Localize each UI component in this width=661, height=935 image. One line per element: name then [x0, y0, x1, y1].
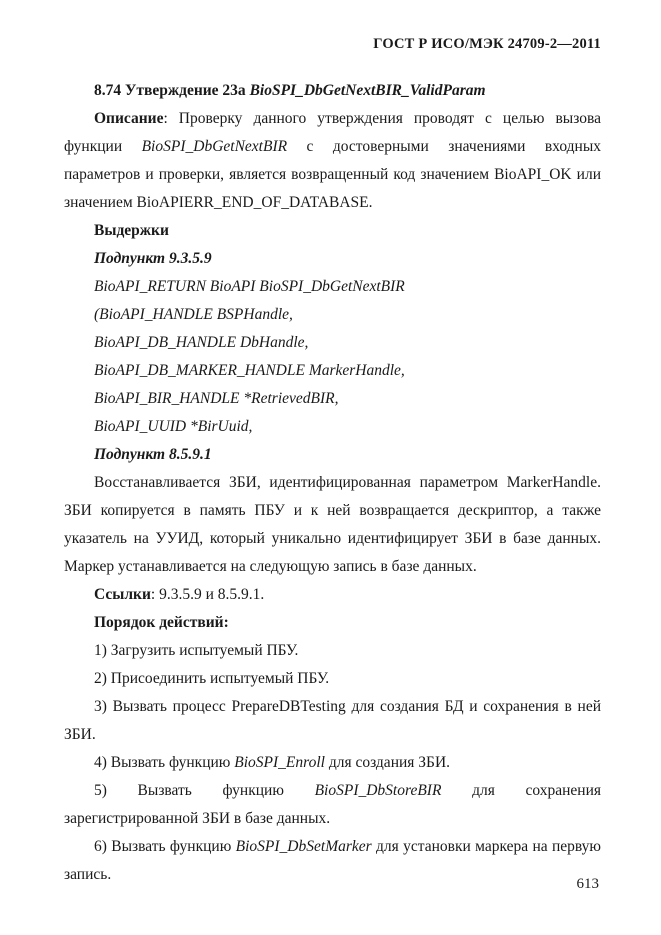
text-run: BioAPI_UUID *BirUuid, [94, 418, 253, 435]
text-run: 2) Присоединить испытуемый ПБУ. [94, 670, 330, 687]
page-number: 613 [576, 876, 599, 892]
text-run: Подпункт 9.3.5.9 [94, 250, 212, 267]
paragraph [64, 637, 601, 665]
text-run: BioSPI_DbGetNextBIR_ValidParam [249, 82, 486, 99]
text-run: 8.74 Утверждение 23а [94, 82, 250, 99]
text-run: Порядок действий: [94, 614, 229, 631]
paragraph [64, 833, 601, 889]
paragraph [64, 357, 601, 385]
paragraph [64, 385, 601, 413]
paragraph [64, 217, 601, 245]
text-run: BioSPI_DbSetMarker [235, 838, 372, 855]
text-run: Ссылки [94, 586, 151, 603]
text-run: Выдержки [94, 222, 169, 239]
paragraph [64, 441, 601, 469]
paragraph [64, 693, 601, 749]
document-body [64, 77, 601, 889]
text-run: 6) Вызвать функцию [94, 838, 236, 855]
text-run: : 9.3.5.9 и 8.5.9.1. [150, 586, 265, 603]
paragraph [64, 301, 601, 329]
text-run: : Проверку данного утверждения проводят с целью вызова функции [64, 110, 601, 155]
paragraph [64, 609, 601, 637]
text-run: с достоверными значениями входных параметров и проверки, является возвращенный код значением BioAPI_OK или значением BioAPIERR_END_OF_DATABASE. [64, 138, 602, 211]
paragraph [64, 273, 601, 301]
paragraph [64, 777, 601, 833]
text-run: для установки маркера на первую запись. [64, 838, 602, 883]
text-run: BioAPI_BIR_HANDLE *RetrievedBIR, [94, 390, 339, 407]
text-run: Подпункт 8.5.9.1 [94, 446, 212, 463]
text-run: 4) Вызвать функцию [94, 754, 235, 771]
text-run: для создания ЗБИ. [324, 754, 451, 771]
text-run: BioAPI_DB_MARKER_HANDLE MarkerHandle, [94, 362, 405, 379]
text-run: Восстанавливается ЗБИ, идентифицированная параметром MarkerHandle. ЗБИ копируется в память ПБУ и к ней возвращается дескриптор, а также указатель на УУИД, который уникально идентифицирует ЗБИ в базе данных. Маркер устанавливается на следующую запись в базе данных. [64, 474, 601, 575]
paragraph [64, 665, 601, 693]
paragraph [64, 581, 601, 609]
paragraph [64, 469, 601, 581]
paragraph [64, 245, 601, 273]
text-run: BioSPI_DbGetNextBIR [141, 138, 288, 155]
paragraph [64, 413, 601, 441]
paragraph [64, 749, 601, 777]
text-run: 3) Вызвать процесс PrepareDBTesting для создания БД и сохранения в ней ЗБИ. [64, 698, 601, 743]
text-run: BioSPI_Enroll [234, 754, 325, 771]
text-run: BioAPI_DB_HANDLE DbHandle, [94, 334, 309, 351]
paragraph [64, 329, 601, 357]
text-run: Описание [94, 110, 164, 127]
paragraph [64, 77, 601, 105]
text-run: BioAPI_RETURN BioAPI BioSPI_DbGetNextBIR [94, 278, 405, 295]
text-run: (BioAPI_HANDLE BSPHandle, [94, 306, 293, 323]
paragraph [64, 105, 601, 217]
document-header: ГОСТ Р ИСО/МЭК 24709-2—2011 [373, 36, 601, 52]
text-run: для сохранения зарегистрированной ЗБИ в базе данных. [64, 782, 601, 827]
text-run: 1) Загрузить испытуемый ПБУ. [94, 642, 299, 659]
text-run: BioSPI_DbStoreBIR [314, 782, 442, 799]
text-run: 5) Вызвать функцию [94, 782, 315, 799]
